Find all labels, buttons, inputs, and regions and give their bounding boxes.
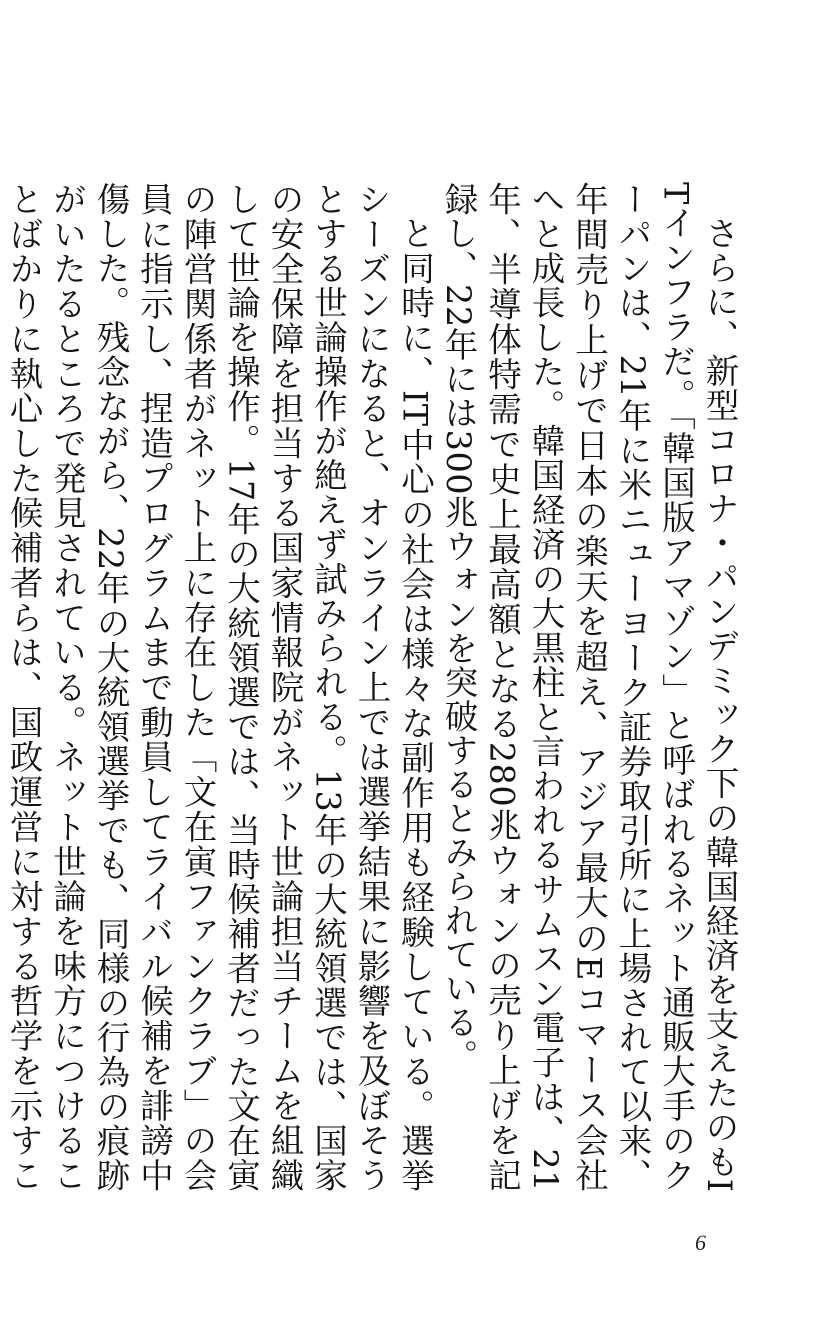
paragraph-1: さらに、新型コロナ・パンデミック下の韓国経済を支えたのもITインフラだ。「韓国版アマゾン」と呼ばれるネット通販大手のクーパンは、21年に米ニューヨーク証券取引所に上場されて以来、年間売り上げで日本の楽天を超え、アジア最大のEコマース会社へと成長した。韓国経済の大黒柱と言われるサムスン電子は、21年、半導体特需で史上最高額となる280兆ウォンの売り上げを記録し、22年には300兆ウォンを突破するとみられている。 bbox=[439, 182, 739, 1192]
page-number: 6 bbox=[695, 1230, 706, 1255]
paragraph-2: と同時に、IT中心の社会は様々な副作用も経験している。選挙シーズンになると、オンライン上では選挙結果に影響を及ぼそうとする世論操作が絶えず試みられる。13年の大統領選では、国家の安全保障を担当する国家情報院がネット世論担当チームを組織して世論を操作。17年の大統領選では、当時候補者だった文在寅の陣営関係者がネット上に存在した「文在寅ファンクラブ」の会員に指示し、捏造プログラムまで動員してライバル候補を誹謗中傷した。残念ながら、22年の大統領選挙でも、同様の行為の痕跡がいたるところで発見されている。ネット世論を味方につけることばかりに執心した候補者らは、国政運営に対する哲学を示すこ bbox=[4, 182, 435, 1192]
vertical-text-body bbox=[0, 182, 741, 1192]
